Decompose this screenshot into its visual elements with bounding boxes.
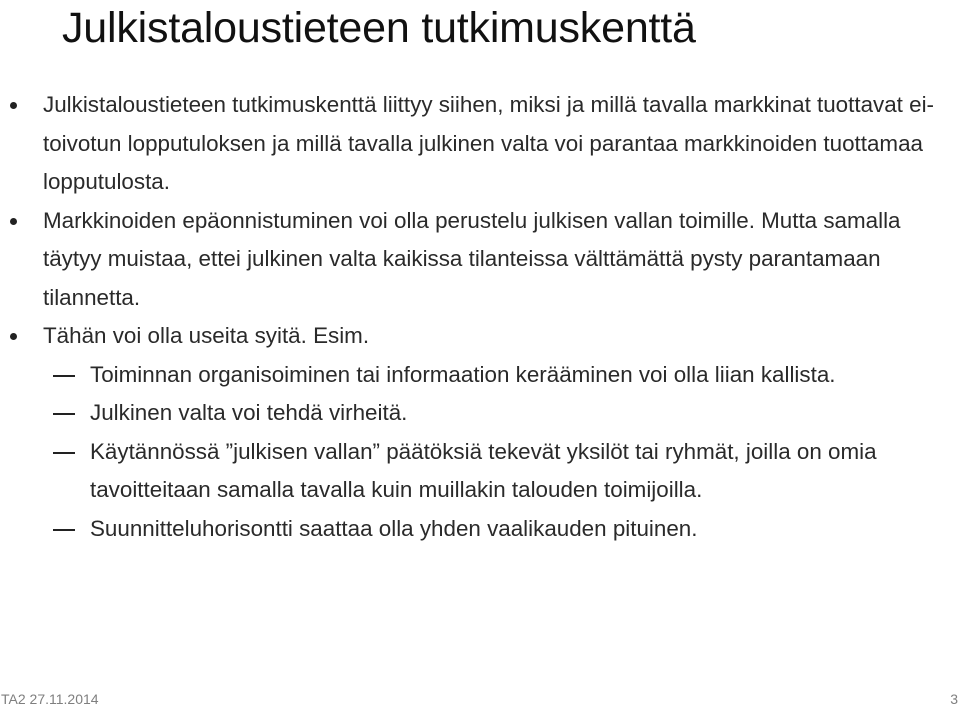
sub-bullet-item — [0, 433, 960, 510]
dash-bullet-icon — [53, 529, 75, 531]
bullet-item — [0, 202, 960, 318]
bullet-dot-icon — [10, 218, 17, 225]
sub-bullet-item — [0, 510, 960, 549]
sub-bullet-item — [0, 356, 960, 395]
sub-bullet-item — [0, 394, 960, 433]
dash-bullet-icon — [53, 452, 75, 454]
bullet-item — [0, 86, 960, 202]
bullet-dot-icon — [10, 102, 17, 109]
slide-title: Julkistaloustieteen tutkimuskenttä — [62, 4, 696, 52]
page-number: 3 — [950, 691, 958, 707]
footer-date: TA2 27.11.2014 — [1, 691, 99, 707]
dash-bullet-icon — [53, 413, 75, 415]
bullet-dot-icon — [10, 333, 17, 340]
dash-bullet-icon — [53, 375, 75, 377]
bullet-list — [0, 86, 960, 548]
bullet-item — [0, 317, 960, 356]
bullet-text: Tähän voi olla useita syitä. Esim. — [43, 323, 370, 348]
bullet-text: Markkinoiden epäonnistuminen voi olla perustelu julkisen vallan toimille. Mutta samalla täytyy muistaa, ettei julkinen valta kaikissa tilanteissa välttämättä pysty parantamaan tilannetta. — [43, 207, 901, 310]
sub-bullet-text: Julkinen valta voi tehdä virheitä. — [90, 400, 408, 425]
sub-bullet-text: Käytännössä ”julkisen vallan” päätöksiä tekevät yksilöt tai ryhmät, joilla on omia tavoitteitaan samalla tavalla kuin muillakin talouden toimijoilla. — [90, 438, 877, 502]
sub-bullet-text: Toiminnan organisoiminen tai informaation kerääminen voi olla liian kallista. — [90, 361, 836, 387]
bullet-text: Julkistaloustieteen tutkimuskenttä liittyy siihen, miksi ja millä tavalla markkinat tuottavat ei-toivotun lopputuloksen ja millä tavalla julkinen valta voi parantaa markkinoiden tuottamaa lopputulosta. — [43, 92, 935, 194]
sub-bullet-text: Suunnitteluhorisontti saattaa olla yhden vaalikauden pituinen. — [90, 515, 698, 541]
